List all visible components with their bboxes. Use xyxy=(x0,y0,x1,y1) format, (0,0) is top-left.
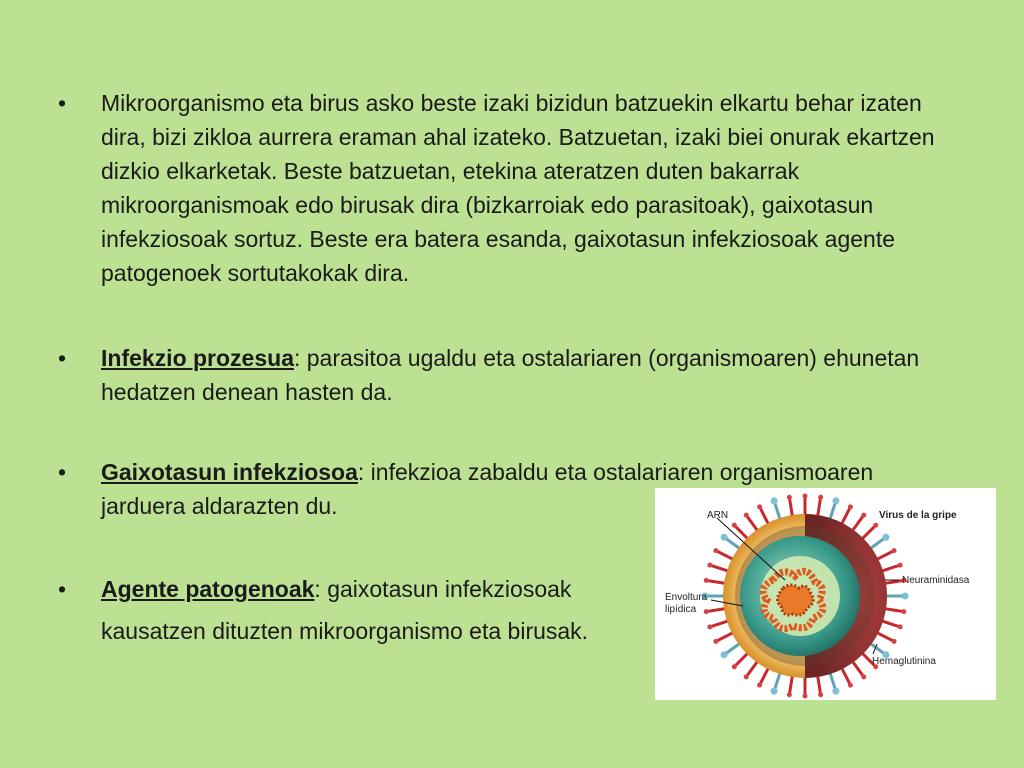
label-arn: ARN xyxy=(707,510,729,521)
bullet-infekzio-prozesua xyxy=(58,341,963,409)
hemagglutinin-spike xyxy=(818,675,821,693)
spike-tip xyxy=(901,609,906,614)
hemagglutinin-spike xyxy=(736,527,749,540)
spike-tip xyxy=(757,683,762,688)
bullet-sep: : xyxy=(357,459,365,485)
spike-tip xyxy=(704,578,709,583)
hemagglutinin-spike xyxy=(712,621,729,627)
spike-tip xyxy=(818,495,823,500)
spike-tip xyxy=(744,674,749,679)
spike-tip xyxy=(721,534,728,541)
spike-tip xyxy=(704,609,709,614)
hemagglutinin-spike xyxy=(884,609,902,612)
spike-tip xyxy=(713,639,718,644)
spike-tip xyxy=(832,497,839,504)
neuraminidase-spike xyxy=(775,672,781,689)
hemagglutinin-spike xyxy=(862,527,875,540)
neuraminidase-spike xyxy=(726,643,741,654)
spike-tip xyxy=(898,563,903,568)
spike-tip xyxy=(744,513,749,518)
spike-tip xyxy=(882,534,889,541)
influenza-virus-illustration xyxy=(655,488,996,700)
hemagglutinin-spike xyxy=(708,609,726,612)
hemagglutinin-spike xyxy=(790,675,793,693)
spike-tip xyxy=(771,497,778,504)
hemagglutinin-spike xyxy=(747,517,758,532)
spike-tip xyxy=(818,692,823,697)
bullet-sep: : xyxy=(314,576,321,602)
hemagglutinin-spike xyxy=(718,632,734,640)
bullet-intro xyxy=(58,86,963,290)
hemagglutinin-spike xyxy=(852,517,863,532)
spike-tip xyxy=(892,639,897,644)
hemagglutinin-spike xyxy=(841,509,849,525)
spike-tip xyxy=(771,688,778,695)
virus-figure xyxy=(655,488,996,700)
hemagglutinin-spike xyxy=(818,499,821,517)
spike-tip xyxy=(757,504,762,509)
spike-tip xyxy=(713,548,718,553)
spike-tip xyxy=(707,624,712,629)
hemagglutinin-spike xyxy=(790,499,793,517)
label-envoltura: Envoltura xyxy=(665,592,708,603)
spike-tip xyxy=(707,563,712,568)
spike-tip xyxy=(861,513,866,518)
bullet-agente-patogenoak xyxy=(58,572,658,648)
hemagglutinin-spike xyxy=(841,667,849,683)
spike-tip xyxy=(902,593,909,600)
bullet-term: Infekzio prozesua xyxy=(101,345,294,371)
bullet-text: Mikroorganismo eta birus asko beste izaki bizidun batzuekin elkartu behar izaten dira, bizi zikloa aurrera eraman ahal izateko. Batzuetan, izaki biei onurak ekartzen dizkio elkarketak. Beste batzuetan, etekina ateratzen duten bakarrak mikroorganismoak edo birusak dira (bizkarroiak edo parasitoak), gaixotasun infekziosoak sortuz. Beste era batera esanda, gaixotasun infekziosoak agente patogenoek sortutakokak dira. xyxy=(101,90,935,286)
spike-tip xyxy=(873,523,878,528)
hemagglutinin-spike xyxy=(747,661,758,676)
hemagglutinin-spike xyxy=(736,653,749,666)
spike-tip xyxy=(861,674,866,679)
spike-tip xyxy=(848,504,853,509)
bullet-dot: • xyxy=(58,576,67,602)
bullet-text: parasitoa ugaldu eta ostalariaren (organismoaren) ehunetan hedatzen denean hasten da. xyxy=(101,345,920,405)
hemagglutinin-spike xyxy=(761,667,769,683)
hemagglutinin-spike xyxy=(881,621,898,627)
spike-tip xyxy=(787,495,792,500)
hemagglutinin-spike xyxy=(708,581,726,584)
bullet-body xyxy=(101,341,963,409)
spike-tip xyxy=(787,692,792,697)
spike-tip xyxy=(892,548,897,553)
bullet-text-line2: kausatzen dituzten mikroorganismo eta birusak. xyxy=(101,618,589,644)
neuraminidase-spike xyxy=(775,503,781,520)
bullet-text: infekzioa zabaldu eta ostalariaren organismoaren jarduera aldarazten du. xyxy=(101,459,874,519)
spike-tip xyxy=(803,494,808,499)
bullet-dot: • xyxy=(58,345,67,371)
label-lipidica: lipídica xyxy=(665,604,697,615)
bullet-term: Agente patogenoak xyxy=(101,576,315,602)
bullet-dot: • xyxy=(58,459,67,485)
neuraminidase-spike xyxy=(726,538,741,549)
figure-title: Virus de la gripe xyxy=(879,510,957,521)
bullet-term: Gaixotasun infekziosoa xyxy=(101,459,358,485)
hemagglutinin-spike xyxy=(718,552,734,560)
hemagglutinin-spike xyxy=(881,566,898,572)
bullet-dot: • xyxy=(58,90,67,116)
neuraminidase-spike xyxy=(830,503,836,520)
spike-tip xyxy=(898,624,903,629)
neuraminidase-spike xyxy=(870,538,885,549)
bullet-text: gaixotasun infekziosoak xyxy=(320,576,572,602)
hemagglutinin-spike xyxy=(761,509,769,525)
hemagglutinin-spike xyxy=(884,581,902,584)
spike-tip xyxy=(848,683,853,688)
spike-tip xyxy=(721,651,728,658)
spike-tip xyxy=(803,694,808,699)
hemagglutinin-spike xyxy=(876,552,892,560)
hemagglutinin-spike xyxy=(712,566,729,572)
neuraminidase-spike xyxy=(830,672,836,689)
hemagglutinin-spike xyxy=(876,632,892,640)
label-neuraminidasa: Neuraminidasa xyxy=(902,575,970,586)
bullet-body xyxy=(101,572,658,648)
bullet-sep: : xyxy=(293,345,301,371)
spike-tip xyxy=(732,664,737,669)
label-hemaglutinina: Hemaglutinina xyxy=(872,656,936,667)
spike-tip xyxy=(832,688,839,695)
spike-tip xyxy=(732,523,737,528)
hemagglutinin-spike xyxy=(852,661,863,676)
